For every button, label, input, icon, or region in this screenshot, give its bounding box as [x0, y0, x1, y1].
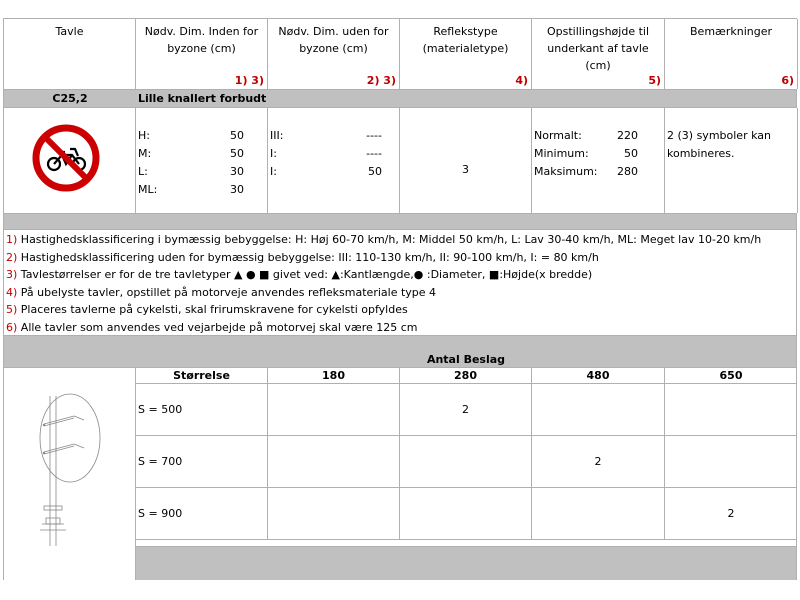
- beslag-count-cell: 2: [532, 436, 665, 488]
- footnote-item: [6, 284, 436, 302]
- footnote-text: Placeres tavlerne på cykelsti, skal frirumskravene for cykelsti opfyldes: [17, 303, 408, 316]
- height-spec-value: 50: [624, 147, 638, 160]
- height-spec-row: [534, 145, 638, 163]
- height-spec-row: [534, 163, 638, 181]
- beslag-count-cell: [532, 384, 665, 436]
- beslag-header-row: [136, 368, 797, 384]
- notes-section: [3, 230, 797, 336]
- header-row: [3, 18, 797, 90]
- footnote-number: 6): [6, 320, 18, 334]
- height-spec-row: [534, 127, 638, 145]
- sign-detail-row: [3, 108, 797, 214]
- beslag-col-header: 180: [268, 368, 400, 384]
- spacer-row-1: [3, 214, 797, 230]
- inside-dim-row: [138, 145, 244, 163]
- inside-dim-key: ML:: [138, 183, 158, 196]
- footnote-text: Hastighedsklassificering uden for bymæssig bebyggelse: III: 110-130 km/h, II: 90-100 km/h, I: = 80 km/h: [17, 250, 599, 264]
- footnote-item: [6, 231, 761, 249]
- header-tavle: Tavle: [4, 19, 136, 89]
- beslag-count-cell: 2: [400, 384, 532, 436]
- footnote-text: Tavlestørrelser er for de tre tavletyper ▲ ● ■ givet ved: ▲:Kantlængde,● :Diameter, ■:Højde(x bredde): [17, 268, 593, 281]
- footnote-item: [6, 301, 408, 319]
- header-height: Opstillingshøjde til underkant af tavle (cm) 5): [532, 19, 665, 89]
- beslag-count-cell: [665, 436, 797, 488]
- height-spec-key: Maksimum:: [534, 165, 598, 178]
- sign-name: Lille knallert forbudt: [138, 92, 267, 105]
- beslag-count-cell: [400, 436, 532, 488]
- footnote-text: På ubelyste tavler, opstillet på motorveje anvendes refleksmateriale type 4: [17, 285, 437, 299]
- beslag-col-header: 480: [532, 368, 665, 384]
- sign-spec-sheet: [3, 18, 797, 580]
- beslag-col-header: 650: [719, 369, 743, 382]
- outside-dim-key: III:: [270, 129, 284, 142]
- footnote-number: 1): [6, 233, 18, 246]
- footnote-text: Alle tavler som anvendes ved vejarbejde på motorvej skal være 125 cm: [17, 320, 418, 334]
- remarks-cell: [665, 108, 798, 213]
- beslag-row: [136, 436, 797, 488]
- beslag-count-cell: [532, 488, 665, 540]
- footnote-number: 4): [6, 285, 18, 299]
- beslag-size-label: S = 500: [136, 384, 268, 436]
- outside-dim-key: I:: [270, 147, 277, 160]
- inside-dim-value: 30: [230, 165, 244, 178]
- remark-text: 2 (3) symboler kan kombineres.: [667, 129, 771, 160]
- inside-dim-key: M:: [138, 147, 152, 160]
- reflex-type-value: 3: [462, 163, 469, 176]
- beslag-count-cell: 2: [727, 507, 735, 520]
- beslag-row: [136, 488, 797, 540]
- beslag-title: Antal Beslag: [426, 353, 506, 366]
- sign-bracket-diagram-icon: [28, 386, 112, 546]
- height-spec: [534, 127, 638, 181]
- outside-dim-row: [270, 145, 382, 163]
- inside-dim: [138, 127, 244, 199]
- bracket-drawing-cell: [4, 368, 136, 580]
- header-inside-dim: Nødv. Dim. Inden for byzone (cm) 1) 3): [136, 19, 268, 89]
- header-reflex: Reflekstype (materialetype) 4): [400, 19, 532, 89]
- outside-dim: [270, 127, 382, 181]
- header-remarks: Bemærkninger 6): [665, 19, 798, 89]
- height-spec-value: 280: [617, 165, 638, 178]
- inside-dim-value: 50: [230, 129, 244, 142]
- beslag-title-row: [3, 352, 797, 368]
- height-spec-key: Minimum:: [534, 147, 589, 160]
- outside-dim-value: 50: [368, 165, 382, 178]
- outside-dim-row: [270, 127, 382, 145]
- beslag-count-cell: [665, 384, 797, 436]
- footnote-number: 3): [6, 268, 18, 281]
- beslag-count-cell: [268, 384, 400, 436]
- footnote-item: [6, 319, 418, 337]
- outside-dim-value: ----: [366, 147, 382, 160]
- reflex-cell: [400, 108, 532, 213]
- beslag-size-label: S = 700: [136, 436, 268, 488]
- footnote-number: 5): [6, 303, 18, 316]
- inside-dim-row: [138, 127, 244, 145]
- inside-dims-cell: [136, 108, 268, 213]
- outside-dims-cell: [268, 108, 400, 213]
- inside-dim-row: [138, 163, 244, 181]
- inside-dim-row: [138, 181, 244, 199]
- beslag-size-label: S = 900: [136, 488, 268, 540]
- height-cell: [532, 108, 665, 213]
- inside-dim-value: 50: [230, 147, 244, 160]
- no-moped-sign-icon: [32, 124, 100, 192]
- beslag-row: [136, 384, 797, 436]
- inside-dim-value: 30: [230, 183, 244, 196]
- beslag-count-cell: [268, 488, 400, 540]
- beslag-count-cell: [400, 488, 532, 540]
- height-spec-key: Normalt:: [534, 129, 582, 142]
- inside-dim-key: H:: [138, 129, 150, 142]
- footnote-item: [6, 249, 599, 267]
- outside-dim-key: I:: [270, 165, 277, 178]
- beslag-count-cell: [268, 436, 400, 488]
- sign-title-row: [3, 90, 797, 108]
- height-spec-value: 220: [617, 129, 638, 142]
- beslag-size-header: Størrelse: [136, 368, 268, 384]
- sign-code: C25,2: [52, 92, 88, 105]
- footnote-text: Hastighedsklassificering i bymæssig bebyggelse: H: Høj 60-70 km/h, M: Middel 50 km/h, L: Lav 30-40 km/h, ML: Meget lav 10-20 km/h: [17, 233, 762, 246]
- outside-dim-value: ----: [366, 129, 382, 142]
- outside-dim-row: [270, 163, 382, 181]
- header-outside-dim: Nødv. Dim. uden for byzone (cm) 2) 3): [268, 19, 400, 89]
- inside-dim-key: L:: [138, 165, 148, 178]
- footnote-number: 2): [6, 250, 18, 264]
- footnote-item: [6, 266, 592, 284]
- bottom-gray-bar: [135, 546, 797, 580]
- beslag-col-header: 280: [400, 368, 532, 384]
- sign-image-cell: [4, 108, 136, 213]
